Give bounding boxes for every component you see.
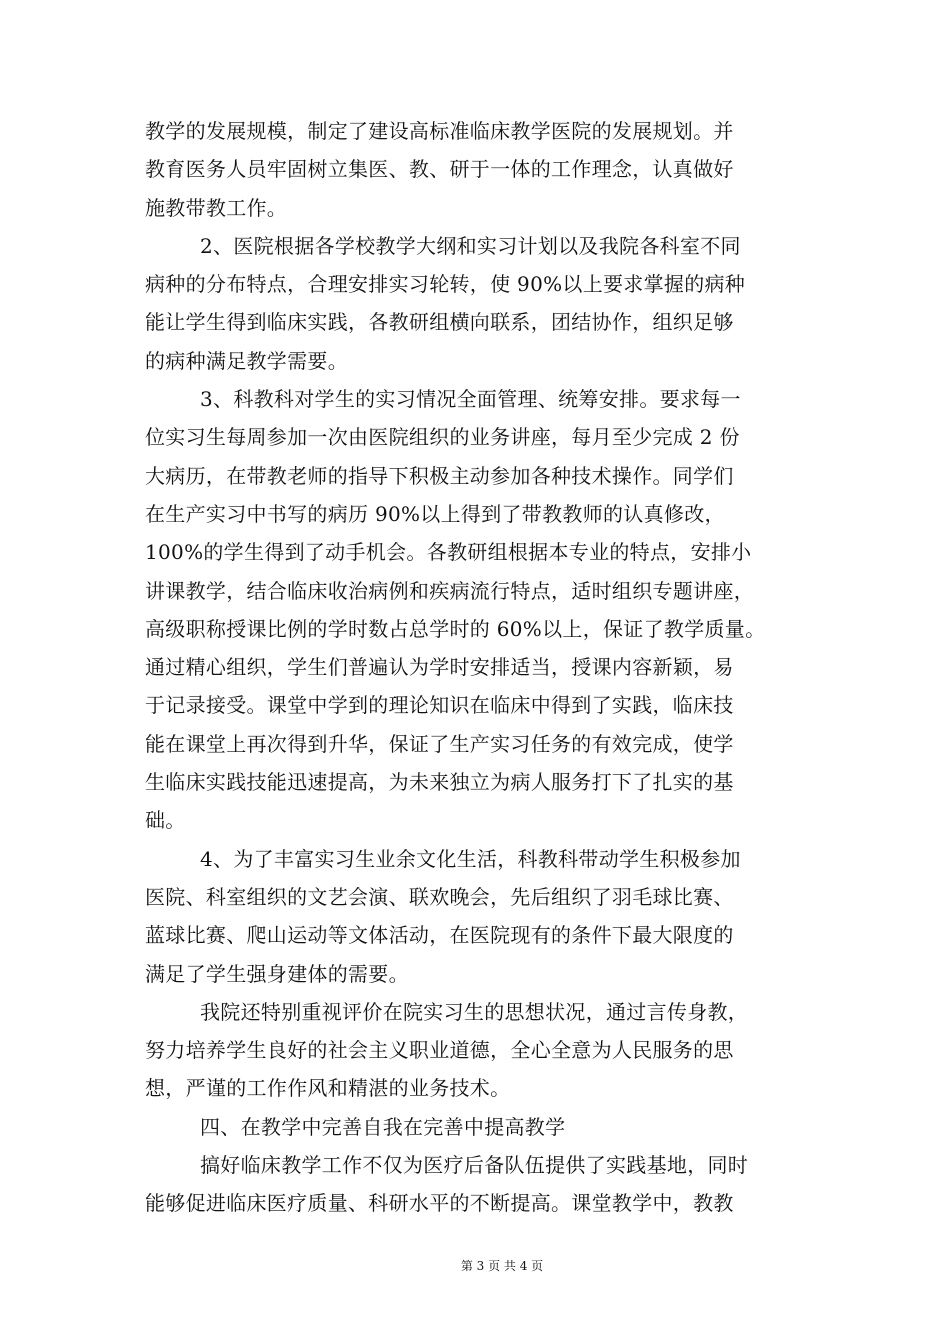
text-line: 础。 (145, 808, 186, 833)
text-line: 100%的学生得到了动手机会。各教研组根据本专业的特点，安排小 (145, 540, 752, 565)
text-line: 于记录接受。课堂中学到的理论知识在临床中得到了实践，临床技 (145, 693, 734, 718)
document-body (145, 112, 810, 1223)
text-line: 3、科教科对学生的实习情况全面管理、统筹安排。要求每一 (200, 387, 741, 412)
paragraph-1 (145, 112, 810, 227)
text-line: 高级职称授课比例的学时数占总学时的 60%以上，保证了教学质量。 (145, 616, 766, 641)
paragraph-7 (145, 1146, 810, 1223)
paragraph-4 (145, 840, 810, 993)
paragraph-3 (145, 380, 810, 840)
text-line: 生临床实践技能迅速提高，为未来独立为病人服务打下了扎实的基 (145, 770, 734, 795)
text-line: 满足了学生强身建体的需要。 (145, 961, 409, 986)
text-line: 通过精心组织，学生们普遍认为学时安排适当，授课内容新颖，易 (145, 655, 734, 680)
text-line: 施教带教工作。 (145, 195, 288, 220)
paragraph-2 (145, 227, 810, 380)
text-line: 位实习生每周参加一次由医院组织的业务讲座，每月至少完成 2 份 (145, 425, 740, 450)
text-line: 能在课堂上再次得到升华，保证了生产实习任务的有效完成，使学 (145, 731, 734, 756)
text-line: 大病历，在带教老师的指导下积极主动参加各种技术操作。同学们 (145, 463, 734, 488)
text-line: 医院、科室组织的文艺会演、联欢晚会，先后组织了羽毛球比赛、 (145, 884, 734, 909)
text-line: 我院还特别重视评价在院实习生的思想状况，通过言传身教， (200, 999, 749, 1024)
page-number-footer: 第 3 页 共 4 页 (460, 1259, 544, 1273)
text-line: 2、医院根据各学校教学大纲和实习计划以及我院各科室不同 (200, 233, 741, 258)
text-line: 讲课教学，结合临床收治病例和疾病流行特点，适时组织专题讲座， (145, 578, 754, 603)
text-line: 教学的发展规模，制定了建设高标准临床教学医院的发展规划。并 (145, 119, 734, 143)
section-heading-text: 四、在教学中完善自我在完善中提高教学 (200, 1114, 566, 1139)
text-line: 教育医务人员牢固树立集医、教、研于一体的工作理念，认真做好 (145, 157, 734, 182)
text-line: 蓝球比赛、爬山运动等文体活动，在医院现有的条件下最大限度的 (145, 923, 734, 948)
paragraph-5 (145, 993, 810, 1108)
text-line: 搞好临床教学工作不仅为医疗后备队伍提供了实践基地，同时 (200, 1153, 749, 1178)
text-line: 努力培养学生良好的社会主义职业道德，全心全意为人民服务的思 (145, 1038, 734, 1063)
section-heading (145, 1108, 810, 1146)
text-line: 能让学生得到临床实践，各教研组横向联系，团结协作，组织足够 (145, 310, 734, 335)
text-line: 4、为了丰富实习生业余文化生活，科教科带动学生积极参加 (200, 846, 741, 871)
text-line: 在生产实习中书写的病历 90%以上得到了带教教师的认真修改， (145, 501, 725, 526)
text-line: 想，严谨的工作作风和精湛的业务技术。 (145, 1076, 511, 1101)
text-line: 病种的分布特点，合理安排实习轮转，使 90%以上要求掌握的病种 (145, 272, 746, 297)
text-line: 的病种满足教学需要。 (145, 348, 348, 373)
text-line: 能够促进临床医疗质量、科研水平的不断提高。课堂教学中，教教 (145, 1191, 734, 1216)
